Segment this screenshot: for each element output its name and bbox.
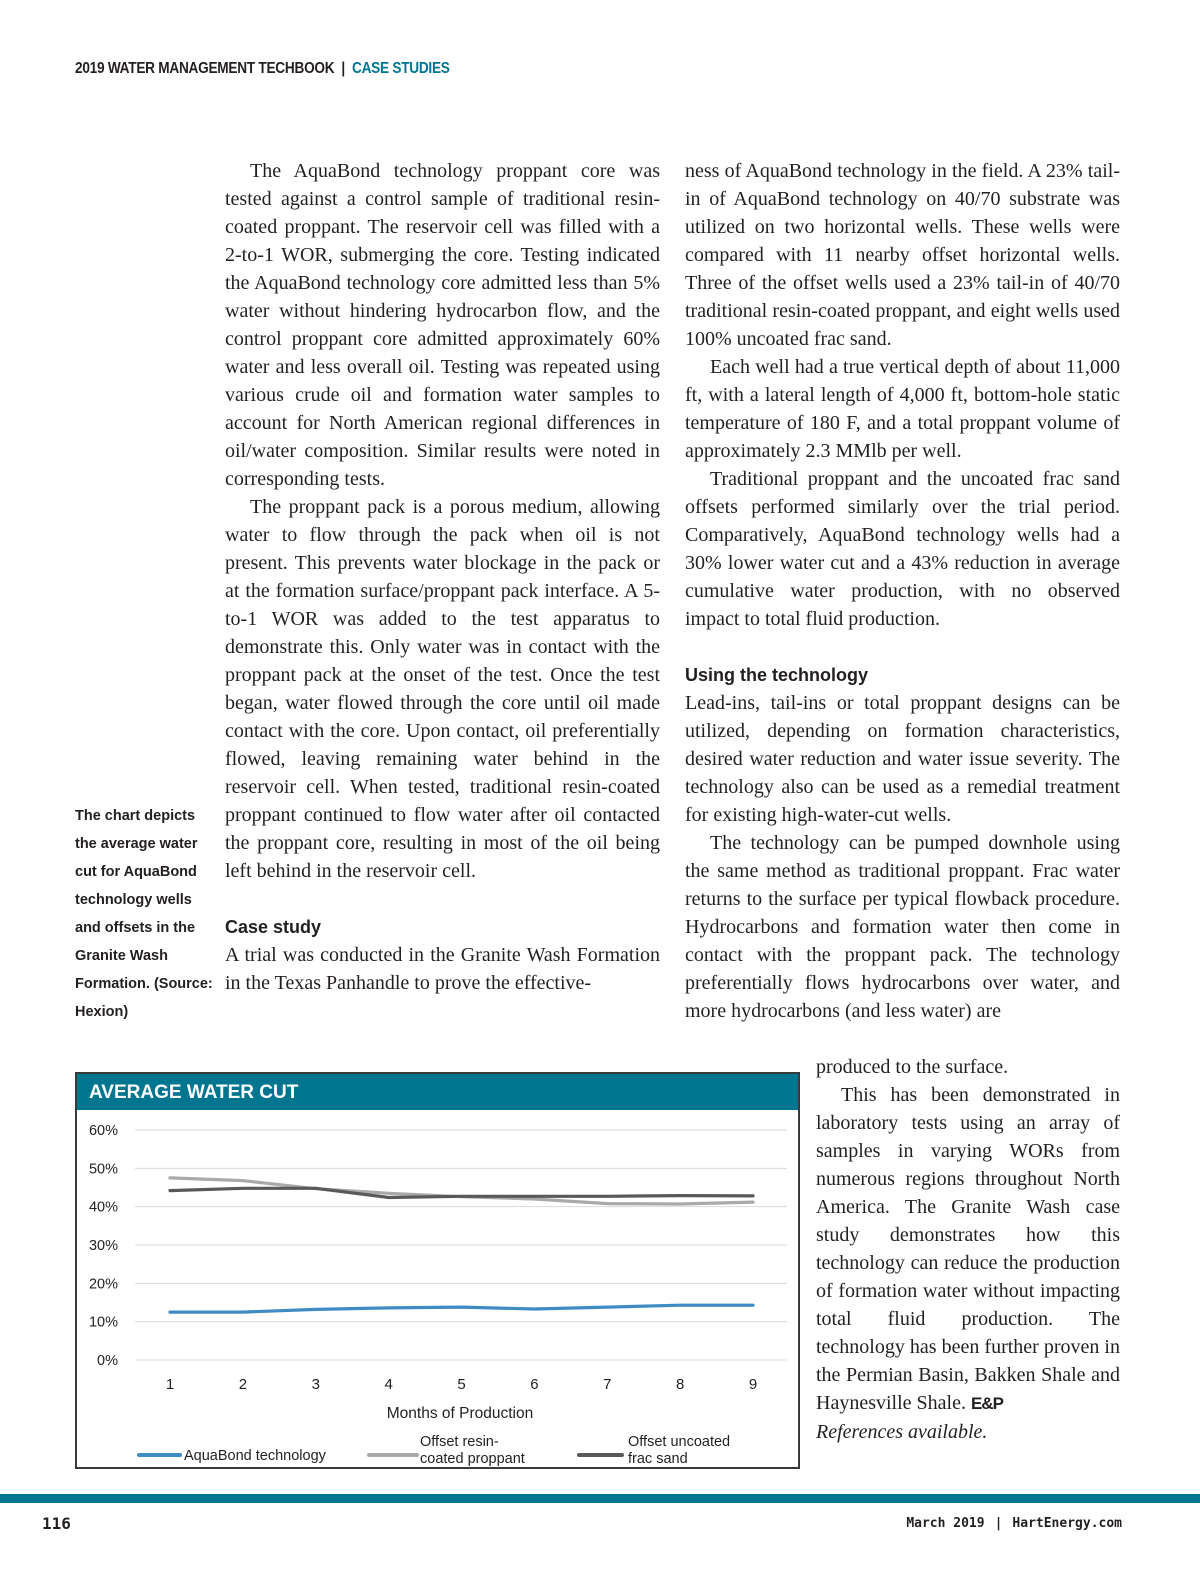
article-column-3 (816, 1053, 1120, 1446)
x-axis-label: Months of Production (386, 1405, 534, 1422)
legend-label: frac sand (628, 1451, 688, 1467)
x-tick-label: 1 (165, 1376, 175, 1393)
section-heading-using-technology: Using the technology (685, 665, 869, 685)
x-tick-label: 8 (675, 1376, 685, 1393)
series-line (170, 1188, 753, 1197)
footer-separator: | (994, 1516, 1003, 1531)
paragraph: The technology can be pumped downhole using the same method as traditional proppant. Frac water returns to the surface per typical flowback procedure. Hydrocarbons and formation water then come in contact with the proppant pack. The technology preferentially flows hydrocarbons over water, and more hydrocarbons (and less water) are (685, 832, 1120, 1022)
legend-label: AquaBond technology (184, 1448, 326, 1464)
header-separator: | (341, 60, 345, 77)
paragraph (816, 1081, 1120, 1418)
x-tick-label: 3 (311, 1376, 320, 1393)
paragraph: Lead-ins, tail-ins or total proppant designs can be utilized, depending on formation characteristics, desired water reduction and water issue severity. The technology also can be used as a remedial treatment for existing high-water-cut wells. (685, 692, 1120, 826)
website: HartEnergy.com (1012, 1516, 1122, 1531)
paragraph: Each well had a true vertical depth of about 11,000 ft, with a lateral length of 4,000 ft, bottom-hole static temperature of 180 F, and a total proppant volume of approximately 2.3 MMlb per well. (685, 356, 1120, 462)
article-column-2 (685, 157, 1120, 1025)
chart-plot (77, 1110, 798, 1467)
references-note: References available. (816, 1421, 988, 1443)
running-header (75, 58, 450, 80)
y-tick-label: 60% (88, 1123, 118, 1139)
paragraph: ness of AquaBond technology in the field. A 23% tail-in of AquaBond technology on 40/70 substrate was utilized on two horizontal wells. These wells were compared with 11 nearby offset horizontal wells. Three of the offset wells used a 23% tail-in of 40/70 traditional resin-coated proppant, and eight wells used 100% uncoated frac sand. (685, 160, 1120, 350)
page-number: 116 (42, 1514, 71, 1533)
paragraph: Traditional proppant and the uncoated frac sand offsets performed similarly over the trial period. Comparatively, AquaBond technology wells had a 30% lower water cut and a 43% reduction in average cumulative water production, with no observed impact to total fluid production. (685, 468, 1120, 630)
y-tick-label: 40% (88, 1199, 118, 1216)
y-tick-label: 0% (97, 1353, 118, 1369)
paragraph: A trial was conducted in the Granite Wash Formation in the Texas Panhandle to prove the effective- (225, 944, 660, 994)
paragraph: The proppant pack is a porous medium, allowing water to flow through the pack when oil is not present. This prevents water blockage in the pack or at the formation surface/proppant pack interface. A 5-to-1 WOR was added to the test apparatus to demonstrate this. Only water was in contact with the proppant pack at the onset of the test. Once the test began, water flowed through the core until oil made contact with the core. Upon contact, oil preferentially flowed, leaving remaining water behind in the reservoir cell. When tested, traditional resin-coated proppant continued to flow water after oil contacted the proppant core, resulting in most of the oil being left behind in the reservoir cell. (225, 496, 660, 882)
footer-rule (0, 1494, 1200, 1503)
footer-info (906, 1516, 1122, 1531)
y-tick-label: 30% (88, 1238, 118, 1254)
series-line (170, 1305, 753, 1312)
x-tick-label: 2 (238, 1376, 248, 1393)
chart-caption: The chart depicts the average water cut for AquaBond technology wells and offsets in the Granite Wash Formation. (Source: Hexion) (75, 808, 213, 1020)
x-tick-label: 4 (384, 1376, 393, 1393)
paragraph: produced to the surface. (816, 1056, 1009, 1078)
y-tick-label: 20% (88, 1276, 118, 1293)
series-line (170, 1178, 753, 1204)
x-tick-label: 9 (748, 1376, 758, 1393)
publication-title: 2019 WATER MANAGEMENT TECHBOOK (75, 60, 335, 77)
chart-title: AVERAGE WATER CUT (77, 1074, 798, 1110)
legend-label: Offset resin- (420, 1434, 499, 1450)
paragraph-text: This has been demonstrated in laboratory tests using an array of samples in varying WORs from numerous regions throughout North America. The Granite Wash case study demonstrates how this technology can reduce the production of formation water without impacting total fluid production. The technology has been further proven in the Permian Basin, Bakken Shale and Haynesville Shale. (816, 1084, 1120, 1414)
article-column-1 (225, 157, 660, 997)
x-tick-label: 7 (603, 1376, 612, 1393)
x-tick-label: 6 (530, 1376, 539, 1393)
x-tick-label: 5 (457, 1376, 466, 1393)
issue-date: March 2019 (906, 1516, 985, 1531)
water-cut-chart (75, 1072, 800, 1469)
section-heading-case-study: Case study (225, 917, 322, 937)
paragraph: The AquaBond technology proppant core was tested against a control sample of traditional resin-coated proppant. The reservoir cell was filled with a 2-to-1 WOR, submerging the core. Testing indicated the AquaBond technology core admitted less than 5% water without hindering hydrocarbon flow, and the control proppant core admitted approximately 60% water and less overall oil. Testing was repeated using various crude oil and formation water samples to account for North American regional differences in oil/water composition. Similar results were noted in corresponding tests. (225, 160, 660, 490)
section-title: CASE STUDIES (351, 60, 450, 77)
legend-label: Offset uncoated (628, 1434, 731, 1450)
legend-label: coated proppant (420, 1451, 525, 1467)
end-mark-logo: E&P (970, 1394, 1003, 1413)
y-tick-label: 50% (88, 1161, 118, 1178)
y-tick-label: 10% (88, 1314, 118, 1331)
